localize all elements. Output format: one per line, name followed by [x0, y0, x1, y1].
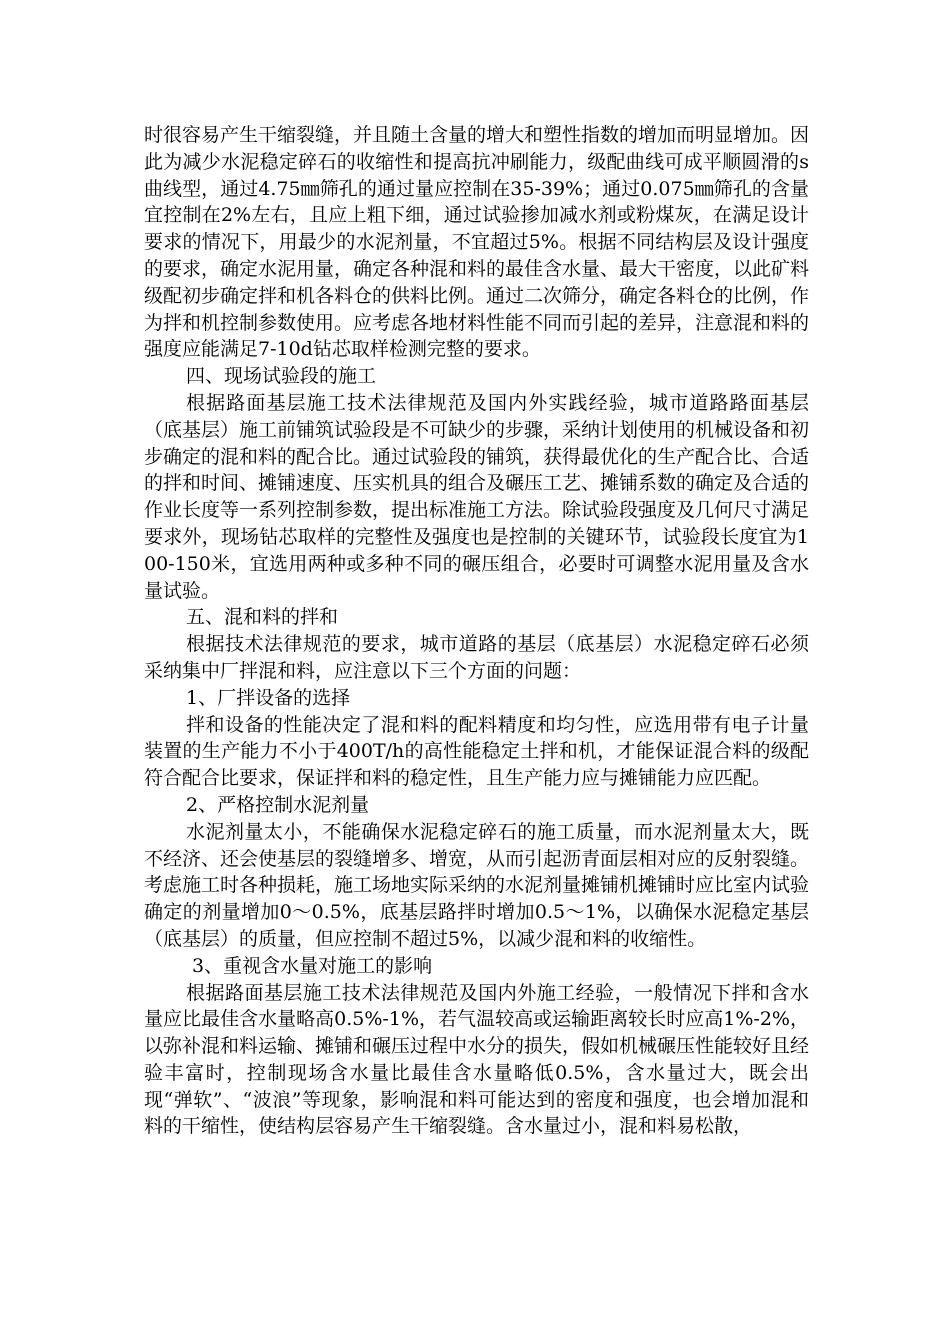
- paragraph-water-content: 根据路面基层施工技术法律规范及国内外施工经验，一般情况下拌和含水量应比最佳含水量略高0.5%-1%，若气温较高或运输距离较长时应高1%-2%，以弥补混和料运输、摊铺和碾压过程中水分的损失，假如机械碾压性能较好且经验丰富时，控制现场含水量比最佳含水量略低0.5%，含水量过大，既会出现“弹软”、“波浪”等现象，影响混和料可能达到的密度和强度，也会增加混和料的干缩性，使结构层容易产生干缩裂缝。含水量过小，混和料易松散，: [144, 981, 810, 1138]
- paragraph-trial-section: 根据路面基层施工技术法律规范及国内外实践经验，城市道路路面基层（底基层）施工前铺筑试验段是不可缺少的步骤，采纳计划使用的机械设备和初步确定的混和料的配合比。通过试验段的铺筑，获得最优化的生产配合比、合适的拌和时间、摊铺速度、压实机具的组合及碾压工艺、摊铺系数的确定及合适的作业长度等一系列控制参数，提出标准施工方法。除试验段强度及几何尺寸满足要求外，现场钻芯取样的完整性及强度也是控制的关键环节，试验段长度宜为100-150米，宜选用两种或多种不同的碾压组合，必要时可调整水泥用量及含水量试验。: [144, 391, 810, 602]
- document-body: [144, 122, 809, 1140]
- section-heading-trial-section: 四、现场试验段的施工: [186, 365, 377, 388]
- paragraph-equipment-selection: 拌和设备的性能决定了混和料的配料精度和均匀性，应选用带有电子计量装置的生产能力不小于400T/h的高性能稳定土拌和机，才能保证混合料的级配符合配合比要求，保证拌和料的稳定性，且生产能力应与摊铺能力应匹配。: [144, 713, 809, 790]
- subheading-cement-dosage: 2、严格控制水泥剂量: [186, 793, 370, 816]
- section-heading-mixing: 五、混和料的拌和: [186, 606, 339, 629]
- subheading-water-content: 3、重视含水量对施工的影响: [192, 954, 433, 977]
- paragraph-continuation: 时很容易产生干缩裂缝，并且随土含量的增大和塑性指数的增加而明显增加。因此为减少水泥稳定碎石的收缩性和提高抗冲刷能力，级配曲线可成平顺圆滑的s曲线型，通过4.75㎜筛孔的通过量应控制在35-39%；通过0.075㎜筛孔的含量宜控制在2%左右，且应上粗下细，通过试验掺加减水剂或粉煤灰，在满足设计要求的情况下，用最少的水泥剂量，不宜超过5%。根据不同结构层及设计强度的要求，确定水泥用量，确定各种混和料的最佳含水量、最大干密度，以此矿料级配初步确定拌和机各料仓的供料比例。通过二次筛分，确定各料仓的比例，作为拌和机控制参数使用。应考虑各地材料性能不同而引起的差异，注意混和料的强度应能满足7-10d钻芯取样检测完整的要求。: [144, 124, 810, 361]
- subheading-equipment-selection: 1、厂拌设备的选择: [186, 686, 351, 709]
- paragraph-cement-dosage: 水泥剂量太小，不能确保水泥稳定碎石的施工质量，而水泥剂量太大，既不经济、还会使基层的裂缝增多、增宽，从而引起沥青面层相对应的反射裂缝。考虑施工时各种损耗，施工场地实际采纳的水泥剂量摊铺机摊铺时应比室内试验确定的剂量增加0～0.5%，底基层路拌时增加0.5～1%，以确保水泥稳定基层（底基层）的质量，但应控制不超过5%，以减少混和料的收缩性。: [144, 820, 810, 950]
- paragraph-mixing-intro: 根据技术法律规范的要求，城市道路的基层（底基层）水泥稳定碎石必须采纳集中厂拌混和料，应注意以下三个方面的问题：: [144, 633, 809, 682]
